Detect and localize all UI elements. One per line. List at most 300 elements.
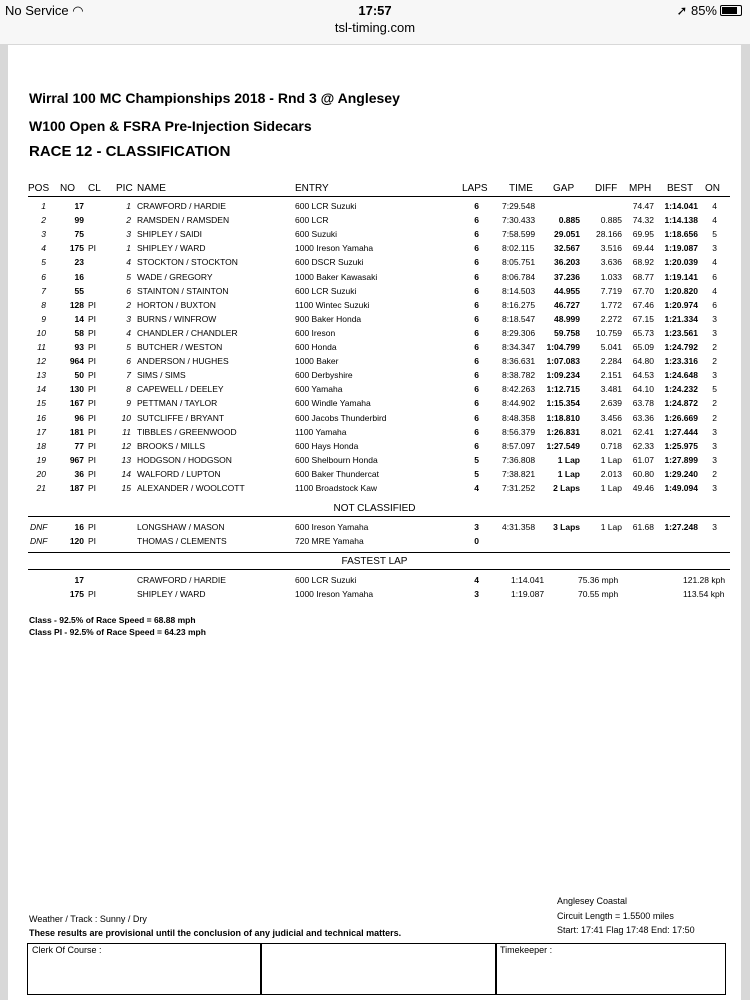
cell-laps: 5 [474, 468, 479, 479]
cell-class: PI [88, 342, 97, 352]
cell-entry: 720 MRE Yamaha [295, 536, 364, 546]
cell-on: 3 [712, 483, 717, 493]
timekeeper-box [495, 943, 726, 995]
cell-entry: 600 Baker Thundercat [295, 468, 379, 479]
class-title: W100 Open & FSRA Pre-Injection Sidecars [29, 118, 312, 134]
col-best: BEST [667, 183, 694, 194]
cell-lap: 4 [474, 575, 479, 585]
cell-laps: 6 [474, 327, 479, 338]
cell-pic: 4 [126, 327, 131, 338]
cell-mph: 74.47 [632, 201, 654, 211]
cell-on: 4 [712, 215, 717, 226]
cell-best: 1:24.232 [664, 384, 698, 395]
cell-time: 1:19.087 [511, 589, 545, 599]
carrier-status: No Service ◠ [5, 3, 84, 18]
cell-gap: 1:26.831 [546, 426, 580, 437]
cell-on: 4 [712, 201, 717, 211]
cell-pos: 18 [36, 440, 46, 451]
cell-name: SHIPLEY / WARD [137, 589, 206, 599]
col-no: NO [60, 183, 75, 194]
battery-icon [720, 5, 742, 16]
cell-pos: 4 [41, 243, 46, 254]
cell-on: 2 [712, 342, 717, 352]
ios-status-bar [0, 0, 750, 44]
cell-on: 3 [712, 454, 717, 465]
circuit-name: Anglesey Coastal [557, 896, 628, 906]
cell-entry: 600 Windle Yamaha [295, 398, 371, 409]
cell-time: 8:05.751 [502, 257, 536, 268]
col-pos: POS [28, 183, 50, 194]
cell-gap: 1:15.354 [546, 398, 580, 409]
cell-best: 1:20.974 [664, 299, 698, 310]
cell-time: 8:02.115 [502, 243, 535, 254]
cell-pic: 11 [122, 426, 131, 437]
cell-time: 8:57.097 [502, 440, 536, 451]
cell-name: STOCKTON / STOCKTON [137, 257, 238, 268]
cell-on: 4 [712, 285, 717, 296]
cell-name: TIBBLES / GREENWOOD [137, 426, 237, 437]
cell-entry: 600 Ireson [295, 327, 336, 338]
cell-laps: 6 [474, 384, 479, 395]
cell-best: 1:24.872 [664, 398, 698, 409]
cell-name: RAMSDEN / RAMSDEN [137, 215, 230, 226]
cell-class: PI [88, 299, 97, 310]
clerk-label: Clerk Of Course : [32, 945, 102, 955]
cell-best: 1:19.141 [664, 271, 698, 282]
cell-no: 175 [69, 589, 84, 599]
cell-diff: 7.719 [600, 285, 622, 296]
cell-name: SIMS / SIMS [137, 370, 186, 381]
cell-on: 3 [712, 426, 717, 437]
cell-name: SUTCLIFFE / BRYANT [137, 412, 225, 423]
cell-name: CRAWFORD / HARDIE [137, 201, 226, 211]
cell-name: BROOKS / MILLS [137, 440, 206, 451]
cell-mph: 65.09 [632, 342, 654, 352]
result-row [8, 441, 741, 455]
result-row [8, 455, 741, 469]
result-row [8, 257, 741, 271]
cell-diff: 3.636 [600, 257, 622, 268]
cell-name: STAINTON / STAINTON [137, 285, 229, 296]
cell-on: 6 [712, 271, 717, 282]
cell-diff: 2.013 [600, 468, 622, 479]
col-diff: DIFF [595, 183, 618, 194]
cell-laps: 5 [474, 454, 479, 465]
cell-best: 1:24.648 [664, 370, 698, 381]
cell-time: 8:16.275 [502, 299, 536, 310]
cell-gap: 3 Laps [553, 522, 580, 532]
cell-name: CHANDLER / CHANDLER [137, 327, 238, 338]
cell-gap: 36.203 [554, 257, 580, 268]
race-title: RACE 12 - CLASSIFICATION [29, 143, 231, 160]
cell-on: 3 [712, 440, 717, 451]
cell-diff: 28.166 [596, 229, 622, 240]
circuit-length: Circuit Length = 1.5500 miles [557, 911, 674, 921]
cell-gap: 1:12.715 [546, 384, 580, 395]
col-laps: LAPS [462, 183, 488, 194]
cell-class: PI [88, 426, 97, 437]
cell-diff: 1.033 [600, 271, 622, 282]
cell-gap: 2 Laps [553, 483, 580, 493]
cell-on: 4 [712, 257, 717, 268]
cell-pos: 14 [36, 384, 46, 395]
cell-no: 75 [74, 229, 84, 240]
result-row [8, 342, 741, 356]
result-row [8, 272, 741, 286]
cell-gap: 1 Lap [557, 468, 580, 479]
cell-pic: 5 [126, 271, 131, 282]
cell-pos: 8 [41, 299, 46, 310]
cell-laps: 6 [474, 243, 479, 254]
fastest-lap-row [8, 575, 741, 589]
address-bar[interactable]: tsl-timing.com [334, 20, 416, 35]
cell-pic: 5 [126, 342, 131, 352]
cell-pic: 13 [121, 454, 131, 465]
col-gap: GAP [553, 183, 575, 194]
cell-laps: 4 [474, 483, 479, 493]
cell-on: 3 [712, 313, 717, 324]
cell-laps: 6 [474, 299, 479, 310]
race-speed-note: Class - 92.5% of Race Speed = 68.88 mph [29, 615, 196, 625]
cell-kph: 121.28 kph [683, 575, 726, 585]
col-entry: ENTRY [295, 183, 329, 194]
cell-gap: 1:27.549 [546, 440, 580, 451]
cell-pos: 10 [36, 327, 46, 338]
cell-time: 8:18.547 [502, 313, 536, 324]
divider [28, 552, 730, 553]
cell-time: 7:36.808 [502, 454, 536, 465]
cell-diff: 2.284 [600, 356, 622, 367]
cell-pos: 2 [41, 215, 46, 226]
cell-name: SHIPLEY / SAIDI [137, 229, 203, 240]
cell-class: PI [88, 536, 97, 546]
cell-on: 3 [712, 243, 717, 254]
cell-mph: 60.80 [632, 468, 654, 479]
cell-pos: 9 [41, 313, 46, 324]
cell-diff: 2.639 [600, 398, 622, 409]
cell-pos: 20 [36, 468, 46, 479]
cell-diff: 3.481 [600, 384, 622, 395]
cell-diff: 5.041 [600, 342, 622, 352]
cell-on: 2 [712, 468, 717, 479]
cell-laps: 6 [474, 440, 479, 451]
cell-best: 1:23.316 [664, 356, 698, 367]
cell-pos: 16 [36, 412, 46, 423]
cell-entry: 1000 Baker Kawasaki [295, 271, 378, 282]
cell-entry: 600 Suzuki [295, 229, 338, 240]
cell-no: 36 [74, 468, 84, 479]
cell-diff: 10.759 [596, 327, 622, 338]
cell-pos: 15 [36, 398, 46, 409]
cell-class: PI [88, 313, 97, 324]
cell-pos: 5 [41, 257, 46, 268]
dnf-row [8, 522, 741, 536]
cell-time: 8:38.782 [502, 370, 536, 381]
cell-no: 167 [69, 398, 84, 409]
cell-on: 3 [712, 370, 717, 381]
cell-on: 5 [712, 384, 717, 395]
col-cl: CL [88, 183, 101, 194]
cell-name: CAPEWELL / DEELEY [137, 384, 224, 395]
cell-entry: 600 LCR Suzuki [295, 201, 357, 211]
cell-pos: 21 [36, 483, 46, 493]
cell-pos: 1 [41, 201, 46, 211]
cell-name: BUTCHER / WESTON [137, 342, 223, 352]
cell-on: 3 [712, 522, 717, 532]
cell-pic: 3 [126, 229, 131, 240]
cell-pos: 6 [41, 271, 46, 282]
cell-diff: 1 Lap [600, 454, 622, 465]
divider [28, 516, 730, 517]
cell-laps: 0 [474, 536, 479, 546]
cell-class: PI [88, 243, 97, 254]
cell-pic: 12 [121, 440, 131, 451]
cell-name: LONGSHAW / MASON [137, 522, 225, 532]
col-pic: PIC [116, 183, 133, 194]
cell-laps: 6 [474, 342, 479, 352]
cell-time: 8:29.306 [502, 327, 536, 338]
cell-pic: 1 [126, 201, 131, 211]
cell-mph: 67.46 [632, 299, 654, 310]
race-times: Start: 17:41 Flag 17:48 End: 17:50 [557, 925, 695, 935]
cell-no: 181 [69, 426, 84, 437]
cell-time: 7:58.599 [502, 229, 536, 240]
cell-on: 5 [712, 229, 717, 240]
cell-pos: 13 [36, 370, 46, 381]
cell-best: 1:14.138 [664, 215, 698, 226]
cell-mph: 69.44 [632, 243, 654, 254]
cell-no: 55 [74, 285, 84, 296]
cell-class: PI [88, 440, 97, 451]
cell-time: 8:14.503 [502, 285, 536, 296]
cell-time: 8:44.902 [502, 398, 536, 409]
weather-track: Weather / Track : Sunny / Dry [29, 914, 147, 924]
cell-no: 14 [74, 313, 84, 324]
cell-no: 175 [69, 243, 84, 254]
cell-entry: 600 Hays Honda [295, 440, 359, 451]
cell-on: 6 [712, 299, 717, 310]
cell-mph: 63.36 [632, 412, 654, 423]
cell-pic: 10 [121, 412, 131, 423]
cell-mph: 69.95 [632, 229, 654, 240]
cell-pic: 7 [126, 370, 131, 381]
cell-best: 1:21.334 [664, 313, 698, 324]
cell-gap: 1:04.799 [546, 342, 580, 352]
cell-mph: 61.07 [632, 454, 654, 465]
cell-laps: 6 [474, 370, 479, 381]
cell-class: PI [88, 398, 97, 409]
result-row [8, 314, 741, 328]
cell-entry: 600 Derbyshire [295, 370, 353, 381]
cell-no: 50 [74, 370, 84, 381]
cell-entry: 600 Jacobs Thunderbird [295, 412, 387, 423]
divider [28, 569, 730, 570]
col-mph: MPH [629, 183, 652, 194]
cell-pic: 8 [126, 384, 131, 395]
result-row [8, 215, 741, 229]
cell-mph: 49.46 [632, 483, 654, 493]
cell-time: 8:48.358 [502, 412, 536, 423]
cell-time: 4:31.358 [502, 522, 536, 532]
cell-kph: 113.54 kph [683, 589, 725, 599]
cell-class: PI [88, 483, 97, 493]
cell-best: 1:18.656 [664, 229, 698, 240]
cell-no: 187 [69, 483, 84, 493]
cell-best: 1:25.975 [664, 440, 698, 451]
cell-pos: 11 [37, 342, 46, 352]
cell-no: 17 [74, 575, 84, 585]
cell-gap: 0.885 [558, 215, 580, 226]
cell-no: 964 [69, 356, 84, 367]
cell-entry: 1100 Broadstock Kaw [295, 483, 378, 493]
cell-name: SHIPLEY / WARD [137, 243, 206, 254]
cell-gap: 1 Lap [557, 454, 580, 465]
cell-class: PI [88, 522, 97, 532]
cell-time: 7:30.433 [502, 215, 536, 226]
cell-on: 2 [712, 412, 717, 423]
cell-class: PI [88, 327, 97, 338]
event-title: Wirral 100 MC Championships 2018 - Rnd 3 @ Anglesey [29, 90, 400, 106]
cell-entry: 1100 Yamaha [295, 426, 347, 437]
cell-laps: 3 [474, 522, 479, 532]
cell-pos: 3 [41, 229, 46, 240]
cell-no: 23 [74, 257, 84, 268]
cell-diff: 3.516 [600, 243, 622, 254]
cell-pic: 4 [126, 257, 131, 268]
result-row [8, 398, 741, 412]
cell-entry: 600 Shelbourn Honda [295, 454, 378, 465]
cell-best: 1:27.899 [664, 454, 698, 465]
cell-no: 96 [74, 412, 84, 423]
cell-laps: 6 [474, 313, 479, 324]
cell-name: WALFORD / LUPTON [137, 468, 221, 479]
cell-pic: 2 [126, 215, 131, 226]
cell-pic: 2 [126, 299, 131, 310]
cell-best: 1:19.087 [664, 243, 698, 254]
cell-mph: 64.53 [632, 370, 654, 381]
col-on: ON [705, 183, 720, 194]
result-row [8, 370, 741, 384]
cell-no: 58 [74, 327, 84, 338]
cell-entry: 1000 Ireson Yamaha [295, 243, 374, 254]
cell-mph: 70.55 mph [578, 589, 619, 599]
cell-entry: 600 LCR Suzuki [295, 575, 357, 585]
cell-name: CRAWFORD / HARDIE [137, 575, 226, 585]
cell-class: PI [88, 589, 97, 599]
cell-diff: 0.885 [600, 215, 622, 226]
cell-pos: 7 [41, 285, 46, 296]
cell-time: 7:38.821 [502, 468, 536, 479]
result-row [8, 427, 741, 441]
cell-gap: 1:18.810 [546, 412, 580, 423]
cell-pic: 3 [126, 313, 131, 324]
cell-mph: 68.92 [632, 257, 654, 268]
cell-gap: 1:07.083 [546, 356, 580, 367]
cell-entry: 600 Honda [295, 342, 337, 352]
cell-name: HODGSON / HODGSON [137, 454, 232, 465]
cell-mph: 67.15 [632, 313, 654, 324]
col-time: TIME [509, 183, 533, 194]
cell-time: 7:31.252 [502, 483, 536, 493]
cell-diff: 8.021 [600, 426, 622, 437]
cell-laps: 6 [474, 412, 479, 423]
cell-mph: 62.33 [632, 440, 654, 451]
cell-mph: 75.36 mph [578, 575, 619, 585]
timekeeper-label: Timekeeper : [500, 945, 553, 955]
cell-laps: 6 [474, 229, 479, 240]
cell-diff: 2.272 [600, 313, 622, 324]
cell-no: 77 [74, 440, 84, 451]
battery-status: ➚ 85% [676, 3, 742, 19]
cell-best: 1:20.820 [664, 285, 698, 296]
cell-no: 16 [74, 271, 84, 282]
cell-time: 8:56.379 [502, 426, 536, 437]
cell-name: ANDERSON / HUGHES [137, 356, 229, 367]
cell-gap: 1:09.234 [546, 370, 580, 381]
cell-name: BURNS / WINFROW [137, 313, 217, 324]
result-row [8, 469, 741, 483]
cell-pic: 6 [126, 285, 131, 296]
cell-no: 128 [69, 299, 84, 310]
clerk-of-course-box [27, 943, 262, 995]
cell-time: 8:42.263 [502, 384, 536, 395]
cell-gap: 44.955 [554, 285, 580, 296]
cell-best: 1:29.240 [664, 468, 698, 479]
cell-time: 8:36.631 [502, 356, 536, 367]
result-row [8, 229, 741, 243]
cell-class: PI [88, 468, 97, 479]
signature-box [260, 943, 497, 995]
cell-entry: 600 LCR [295, 215, 329, 226]
cell-entry: 600 DSCR Suzuki [295, 257, 364, 268]
cell-laps: 6 [474, 201, 479, 211]
cell-class: PI [88, 370, 97, 381]
cell-no: 967 [69, 454, 84, 465]
cell-class: PI [88, 454, 97, 465]
cell-laps: 6 [474, 398, 479, 409]
cell-diff: 1 Lap [600, 522, 622, 532]
cell-time: 8:34.347 [502, 342, 536, 352]
cell-name: WADE / GREGORY [137, 271, 213, 282]
cell-diff: 1.772 [600, 299, 622, 310]
cell-gap: 46.727 [554, 299, 580, 310]
cell-class: PI [88, 412, 97, 423]
cell-no: 99 [74, 215, 84, 226]
cell-no: 17 [74, 201, 84, 211]
cell-mph: 64.80 [632, 356, 654, 367]
cell-laps: 6 [474, 426, 479, 437]
cell-no: 120 [69, 536, 84, 546]
cell-diff: 3.456 [600, 412, 622, 423]
col-name: NAME [137, 183, 166, 194]
cell-no: 16 [74, 522, 84, 532]
cell-on: 2 [712, 398, 717, 409]
cell-laps: 6 [474, 215, 479, 226]
cell-mph: 65.73 [632, 327, 654, 338]
result-row [8, 201, 741, 215]
result-row [8, 356, 741, 370]
result-row [8, 413, 741, 427]
cell-entry: 900 Baker Honda [295, 313, 362, 324]
cell-pic: 14 [121, 468, 131, 479]
cell-gap: 59.758 [554, 327, 580, 338]
cell-entry: 1100 Wintec Suzuki [295, 299, 370, 310]
cell-diff: 0.718 [600, 440, 622, 451]
cell-mph: 68.77 [632, 271, 654, 282]
cell-lap: 3 [474, 589, 479, 599]
cell-pic: 9 [126, 398, 131, 409]
cell-pos: DNF [30, 536, 48, 546]
